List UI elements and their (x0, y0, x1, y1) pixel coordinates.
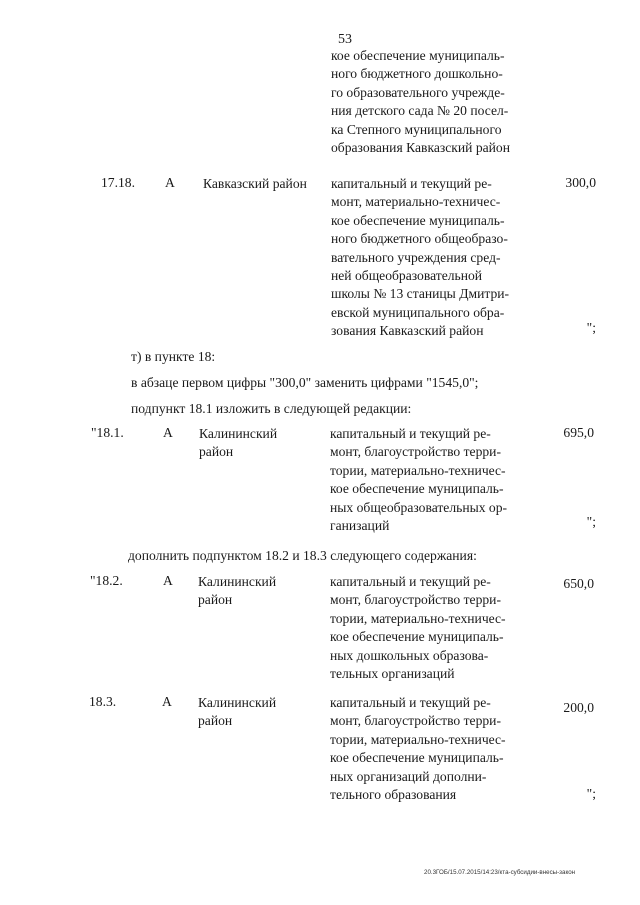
description-line: ней общеобразовательной (331, 268, 483, 284)
description-line: тории, материально-техничес- (330, 610, 506, 626)
description-line: ного бюджетного дошкольно- (331, 66, 503, 82)
paragraph-subpoint-18-1: подпункт 18.1 изложить в следующей редакции: (131, 401, 412, 416)
description-line: кое обеспечение муниципаль- (330, 481, 504, 497)
row-category: А (165, 175, 175, 190)
row-number: "18.1. (91, 425, 124, 440)
page-number: 53 (338, 32, 352, 47)
row-district: Калининский район (198, 695, 277, 729)
row-category: А (163, 573, 173, 588)
description-line: ганизаций (330, 518, 390, 534)
description-line: кое обеспечение муниципаль- (331, 212, 505, 228)
description-line: кое обеспечение муниципаль- (330, 629, 504, 645)
description-line: ния детского сада № 20 посел- (331, 103, 509, 119)
row-description (330, 573, 527, 683)
row-number: 18.3. (89, 694, 117, 709)
row-number: "18.2. (90, 573, 123, 588)
description-line: ного бюджетного общеобразо- (331, 231, 508, 247)
row-amount: 300,0 (565, 175, 596, 190)
description-line: образования Кавказский район (331, 140, 511, 156)
description-line: вательного учреждения сред- (331, 249, 501, 265)
paragraph-t: т) в пункте 18: (131, 349, 216, 364)
description-line: го образовательного учрежде- (331, 84, 505, 100)
description-line: школы № 13 станицы Дмитри- (331, 286, 510, 302)
row-description (330, 694, 527, 804)
closing-quote: "; (586, 514, 596, 529)
row-district: Калининский район (199, 426, 278, 460)
description-line: монт, благоустройство терри- (330, 713, 501, 729)
description-line: монт, благоустройство терри- (330, 444, 501, 460)
row-district: Калининский район (198, 574, 277, 608)
description-line: капитальный и текущий ре- (330, 695, 491, 710)
description-line: кое обеспечение муниципаль- (331, 48, 505, 63)
description-line: кое обеспечение муниципаль- (330, 750, 504, 766)
description-line: ных дошкольных образова- (330, 647, 489, 663)
description-line: ных организаций дополни- (330, 768, 487, 784)
footer-file-path: 20.3ГОБ/15.07.2015/14:23/кта-субсидии-внесы-закон (424, 869, 576, 876)
row-amount: 695,0 (563, 425, 594, 440)
paragraph-replace: в абзаце первом цифры "300,0" заменить цифрами "1545,0"; (131, 375, 479, 390)
paragraph-add-subpoints: дополнить подпунктом 18.2 и 18.3 следующего содержания: (128, 548, 477, 563)
description-line: тории, материально-техничес- (330, 731, 506, 747)
row-amount: 650,0 (563, 576, 594, 591)
row-category: А (162, 694, 172, 709)
description-line: капитальный и текущий ре- (330, 426, 491, 441)
description-line: тельного образования (330, 787, 457, 803)
row-amount: 200,0 (563, 700, 594, 715)
closing-quote: "; (586, 786, 596, 801)
description-line: тории, материально-техничес- (330, 462, 506, 478)
description-line: ных общеобразовательных ор- (330, 499, 508, 515)
description-line: евской муниципального обра- (331, 304, 505, 320)
description-line: монт, благоустройство терри- (330, 592, 501, 608)
row-description (330, 425, 527, 535)
description-line: монт, материально-техничес- (331, 194, 501, 210)
description-line: капитальный и текущий ре- (330, 574, 491, 589)
row-category: А (163, 425, 173, 440)
row-description (331, 175, 528, 341)
description-line: ка Степного муниципального (331, 121, 502, 137)
row-number: 17.18. (101, 175, 135, 190)
row-district: Кавказский район (203, 176, 307, 191)
description-line: тельных организаций (330, 666, 455, 682)
description-line: капитальный и текущий ре- (331, 176, 492, 191)
continuation-description (331, 47, 528, 157)
description-line: зования Кавказский район (331, 323, 484, 339)
closing-quote: "; (586, 320, 596, 335)
